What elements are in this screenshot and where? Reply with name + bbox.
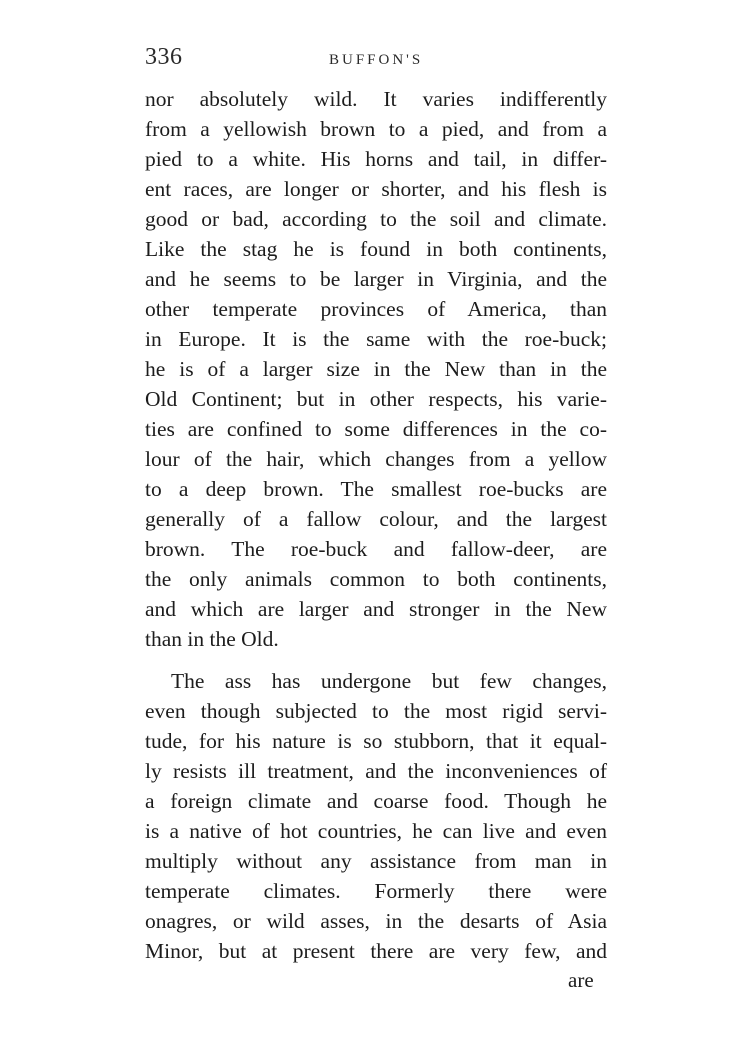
paragraph-gap (145, 654, 607, 666)
text-line: good or bad, according to the soil and climate. (145, 207, 607, 231)
text-line: generally of a fallow colour, and the largest (145, 507, 607, 531)
text-line: Like the stag he is found in both continents, (145, 237, 607, 261)
text-line: and he seems to be larger in Virginia, and the (145, 267, 607, 291)
text-line: he is of a larger size in the New than in the (145, 357, 607, 381)
paragraph (145, 666, 607, 966)
text-line: in Europe. It is the same with the roe-buck; (145, 327, 607, 351)
text-line: ly resists ill treatment, and the inconveniences of (145, 759, 607, 783)
text-line: to a deep brown. The smallest roe-bucks are (145, 477, 607, 501)
text-line: is a native of hot countries, he can live and even (145, 819, 607, 843)
text-line: multiply without any assistance from man in (145, 849, 607, 873)
text-line: pied to a white. His horns and tail, in differ- (145, 147, 607, 171)
page-number: 336 (145, 44, 183, 70)
paragraph (145, 84, 607, 654)
text-line: ent races, are longer or shorter, and his flesh is (145, 177, 607, 201)
text-line: a foreign climate and coarse food. Though he (145, 789, 607, 813)
catchword: are (568, 968, 594, 992)
body-text (145, 84, 607, 966)
text-line: nor absolutely wild. It varies indifferently (145, 87, 607, 111)
text-line: the only animals common to both continents, (145, 567, 607, 591)
text-line: other temperate provinces of America, than (145, 297, 607, 321)
page-header (145, 44, 605, 78)
text-line: even though subjected to the most rigid servi- (145, 699, 607, 723)
text-line: onagres, or wild asses, in the desarts of Asia (145, 909, 607, 933)
text-line: than in the Old. (145, 627, 279, 651)
text-line: ties are confined to some differences in the co- (145, 417, 607, 441)
running-head: BUFFON'S (329, 52, 424, 68)
text-line: and which are larger and stronger in the New (145, 597, 607, 621)
text-line: Old Continent; but in other respects, his varie- (145, 387, 607, 411)
text-line: The ass has undergone but few changes, (171, 669, 607, 693)
text-line: temperate climates. Formerly there were (145, 879, 607, 903)
text-line: brown. The roe-buck and fallow-deer, are (145, 537, 607, 561)
text-line: tude, for his nature is so stubborn, that it equal- (145, 729, 607, 753)
text-line: lour of the hair, which changes from a yellow (145, 447, 607, 471)
text-line: Minor, but at present there are very few, and (145, 939, 607, 963)
text-line: from a yellowish brown to a pied, and from a (145, 117, 607, 141)
